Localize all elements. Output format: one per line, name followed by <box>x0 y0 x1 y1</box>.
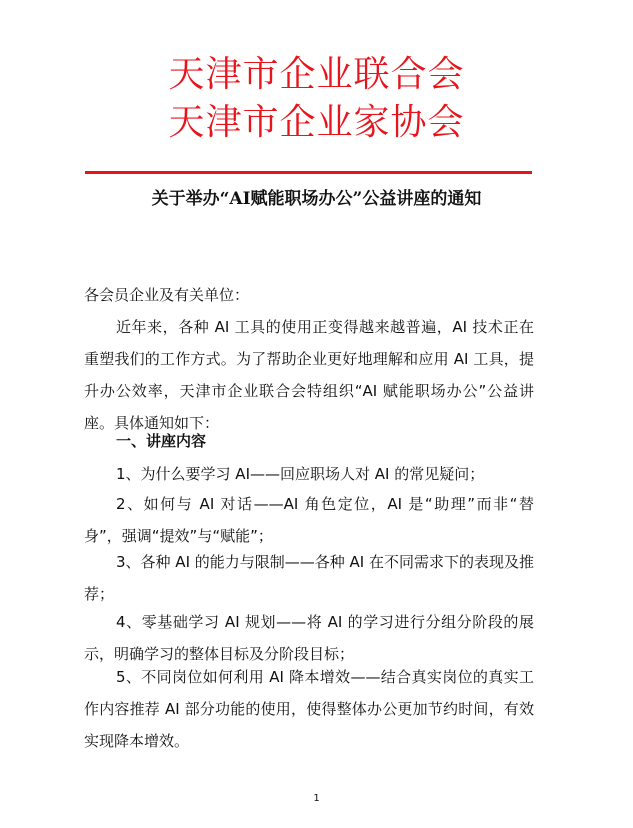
letterhead-divider <box>85 171 532 174</box>
salutation: 各会员企业及有关单位： <box>84 286 250 304</box>
letterhead-org-name-2: 天津市企业家协会 <box>168 102 465 143</box>
page-number: 1 <box>313 793 320 804</box>
lecture-item-4: 4、零基础学习 AI 规划——将 AI 的学习进行分组分阶段的展示，明确学习的整体目标及分阶段目标； <box>84 613 534 663</box>
intro-paragraph: 近年来，各种 AI 工具的使用正变得越来越普遍，AI 技术正在重塑我们的工作方式。为了帮助企业更好地理解和应用 AI 工具，提升办公效率，天津市企业联合会特组织“AI 赋能职场办公”公益讲座。具体通知如下： <box>84 318 534 432</box>
section-heading-lecture-content: 一、讲座内容 <box>116 432 207 450</box>
lecture-item-3: 3、各种 AI 的能力与限制——各种 AI 在不同需求下的表现及推荐； <box>84 553 534 603</box>
lecture-item-2: 2、如何与 AI 对话——AI 角色定位，AI 是“助理”而非“替身”，强调“提效”与“赋能”； <box>84 495 534 545</box>
lecture-item-5: 5、不同岗位如何利用 AI 降本增效——结合真实岗位的真实工作内容推荐 AI 部分功能的使用，使得整体办公更加节约时间，有效实现降本增效。 <box>84 668 534 750</box>
letterhead-org-name-1: 天津市企业联合会 <box>168 54 465 95</box>
lecture-item-1: 1、为什么要学习 AI——回应职场人对 AI 的常见疑问； <box>116 465 485 483</box>
notice-title: 关于举办“AI赋能职场办公”公益讲座的通知 <box>151 189 482 209</box>
